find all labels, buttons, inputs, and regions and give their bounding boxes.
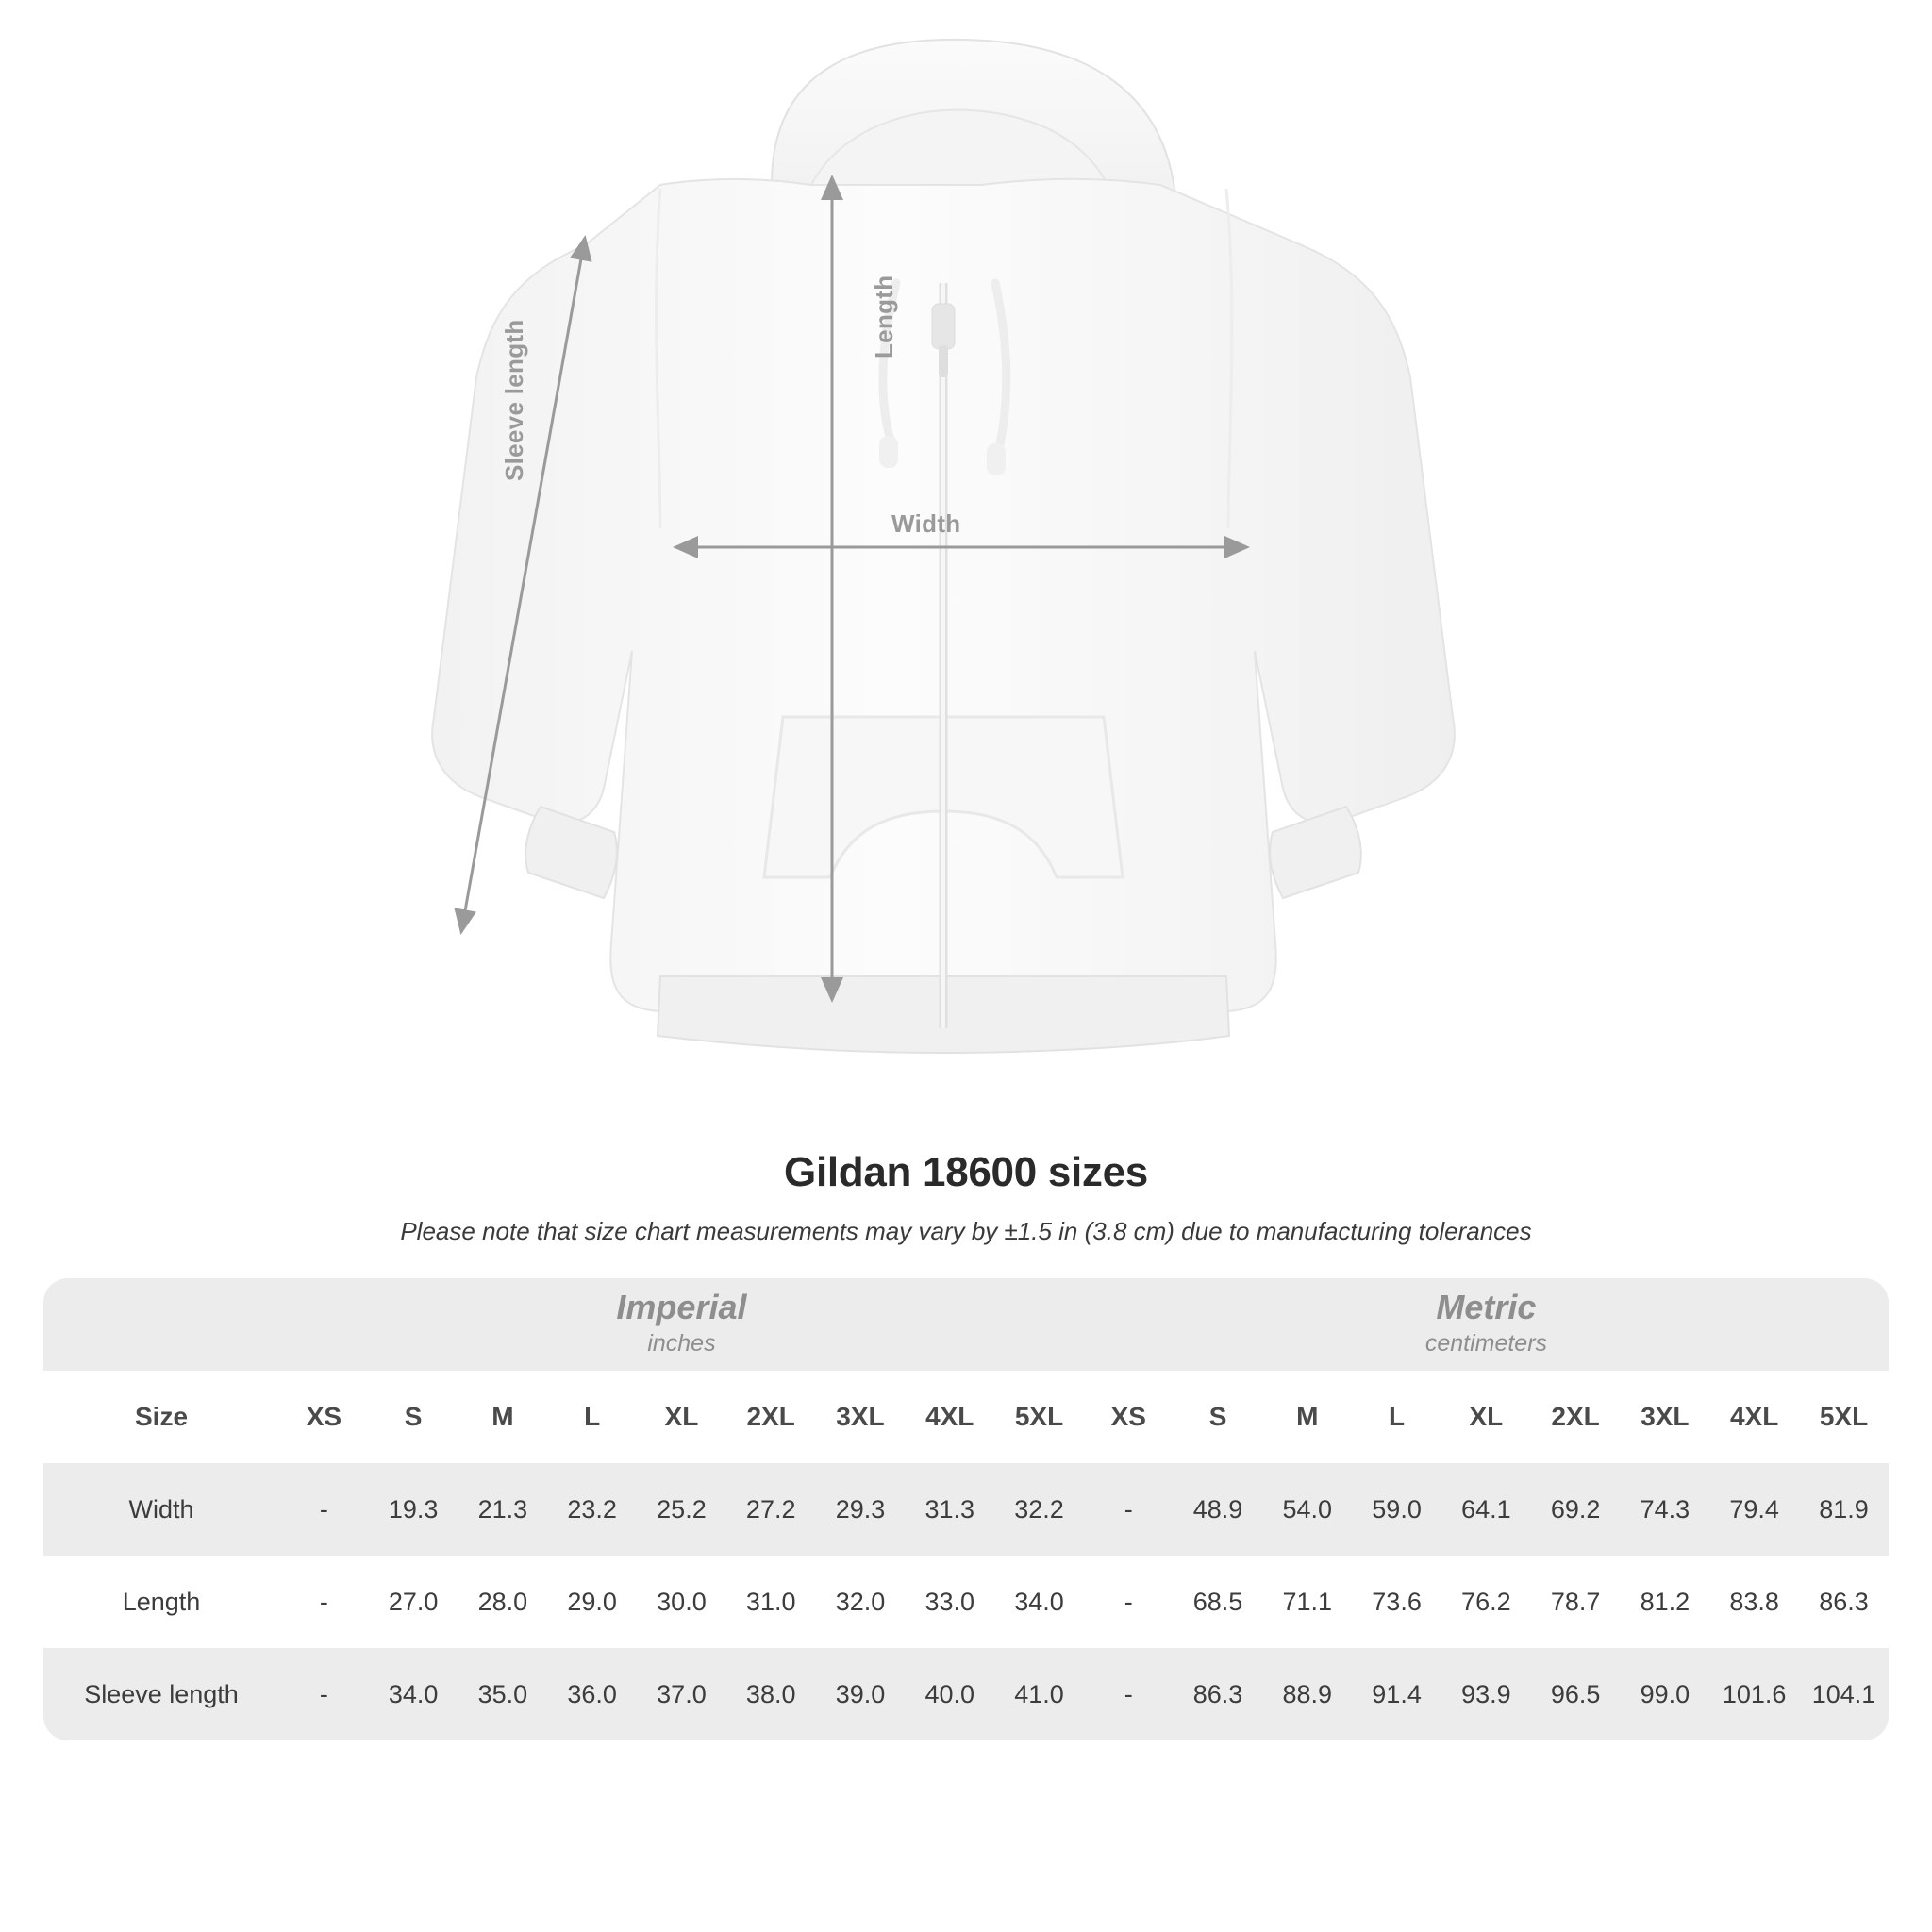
measurement-cell: 74.3 <box>1620 1463 1709 1556</box>
size-column-header: XL <box>1441 1371 1531 1463</box>
length-dimension-label: Length <box>870 275 898 358</box>
size-column-header: XS <box>1084 1371 1174 1463</box>
table-corner-cell <box>43 1278 279 1371</box>
measurement-cell: 76.2 <box>1441 1556 1531 1648</box>
measurement-cell: - <box>1084 1556 1174 1648</box>
size-column-header: L <box>1352 1371 1441 1463</box>
measurement-cell: 41.0 <box>994 1648 1084 1740</box>
unit-group-subtitle: centimeters <box>1424 1329 1548 1357</box>
measurement-cell: 81.9 <box>1799 1463 1889 1556</box>
measurement-cell: 99.0 <box>1620 1648 1709 1740</box>
measurement-cell: 36.0 <box>547 1648 637 1740</box>
measurement-cell: 38.0 <box>726 1648 816 1740</box>
size-column-header: M <box>1262 1371 1352 1463</box>
size-column-header: 4XL <box>1709 1371 1799 1463</box>
measurement-cell: 101.6 <box>1709 1648 1799 1740</box>
size-column-header: M <box>458 1371 548 1463</box>
measurement-cell: 86.3 <box>1799 1556 1889 1648</box>
measurement-cell: 78.7 <box>1531 1556 1621 1648</box>
measurement-cell: 19.3 <box>369 1463 458 1556</box>
size-column-header: XL <box>637 1371 726 1463</box>
size-table <box>43 1278 1889 1740</box>
measurement-cell: 83.8 <box>1709 1556 1799 1648</box>
measurement-cell: 79.4 <box>1709 1463 1799 1556</box>
table-row <box>43 1648 1889 1740</box>
measurement-cell: 64.1 <box>1441 1463 1531 1556</box>
measurement-cell: 93.9 <box>1441 1648 1531 1740</box>
measurement-cell: 73.6 <box>1352 1556 1441 1648</box>
unit-group-header-imperial <box>279 1278 1084 1371</box>
measurement-cell: 27.0 <box>369 1556 458 1648</box>
size-column-header: XS <box>279 1371 369 1463</box>
row-label: Width <box>43 1463 279 1556</box>
measurement-cell: - <box>279 1556 369 1648</box>
row-label: Length <box>43 1556 279 1648</box>
size-column-header: 5XL <box>994 1371 1084 1463</box>
size-column-header: 5XL <box>1799 1371 1889 1463</box>
unit-group-name: Imperial <box>616 1287 747 1326</box>
measurement-cell: 37.0 <box>637 1648 726 1740</box>
unit-group-subtitle: inches <box>647 1329 716 1357</box>
measurement-cell: 31.3 <box>905 1463 994 1556</box>
title-block <box>0 1149 1932 1246</box>
measurement-cell: 68.5 <box>1174 1556 1263 1648</box>
sleeve-length-dimension-label: Sleeve length <box>500 319 528 481</box>
measurement-cell: 69.2 <box>1531 1463 1621 1556</box>
table-row <box>43 1556 1889 1648</box>
measurement-cell: 34.0 <box>369 1648 458 1740</box>
measurement-cell: 21.3 <box>458 1463 548 1556</box>
measurement-cell: 59.0 <box>1352 1463 1441 1556</box>
size-table-container <box>43 1278 1889 1740</box>
measurement-cell: 32.0 <box>816 1556 906 1648</box>
measurement-cell: 35.0 <box>458 1648 548 1740</box>
measurement-cell: 29.3 <box>816 1463 906 1556</box>
measurement-cell: 54.0 <box>1262 1463 1352 1556</box>
size-column-header: 4XL <box>905 1371 994 1463</box>
size-column-header: 2XL <box>726 1371 816 1463</box>
measurement-cell: 39.0 <box>816 1648 906 1740</box>
size-column-header: 3XL <box>1620 1371 1709 1463</box>
measurement-cell: - <box>279 1648 369 1740</box>
measurement-cell: 32.2 <box>994 1463 1084 1556</box>
width-dimension-label: Width <box>891 509 961 538</box>
measurement-cell: 28.0 <box>458 1556 548 1648</box>
measurement-cell: 27.2 <box>726 1463 816 1556</box>
measurement-cell: 71.1 <box>1262 1556 1352 1648</box>
measurement-cell: 40.0 <box>905 1648 994 1740</box>
measurement-cell: 29.0 <box>547 1556 637 1648</box>
measurement-cell: 31.0 <box>726 1556 816 1648</box>
size-column-header: L <box>547 1371 637 1463</box>
size-column-header: 3XL <box>816 1371 906 1463</box>
size-column-header: S <box>1174 1371 1263 1463</box>
measurement-cell: - <box>1084 1463 1174 1556</box>
unit-group-name: Metric <box>1436 1287 1537 1326</box>
measurement-cell: 91.4 <box>1352 1648 1441 1740</box>
measurement-cell: 86.3 <box>1174 1648 1263 1740</box>
page-title: Gildan 18600 sizes <box>784 1149 1148 1195</box>
measurement-cell: 48.9 <box>1174 1463 1263 1556</box>
measurement-cell: 88.9 <box>1262 1648 1352 1740</box>
measurement-cell: 81.2 <box>1620 1556 1709 1648</box>
table-row <box>43 1463 1889 1556</box>
unit-group-header-metric <box>1084 1278 1889 1371</box>
measurement-cell: 25.2 <box>637 1463 726 1556</box>
measurement-cell: 23.2 <box>547 1463 637 1556</box>
measurement-cell: - <box>1084 1648 1174 1740</box>
size-column-header: S <box>369 1371 458 1463</box>
measurement-cell: 33.0 <box>905 1556 994 1648</box>
measurement-cell: - <box>279 1463 369 1556</box>
measurement-cell: 104.1 <box>1799 1648 1889 1740</box>
measurement-cell: 96.5 <box>1531 1648 1621 1740</box>
size-column-header: 2XL <box>1531 1371 1621 1463</box>
tolerance-note: Please note that size chart measurements may vary by ±1.5 in (3.8 cm) due to manufacturing tolerances <box>400 1217 1532 1245</box>
measurement-cell: 34.0 <box>994 1556 1084 1648</box>
measurement-cell: 30.0 <box>637 1556 726 1648</box>
size-header-cell: Size <box>43 1371 279 1463</box>
row-label: Sleeve length <box>43 1648 279 1740</box>
